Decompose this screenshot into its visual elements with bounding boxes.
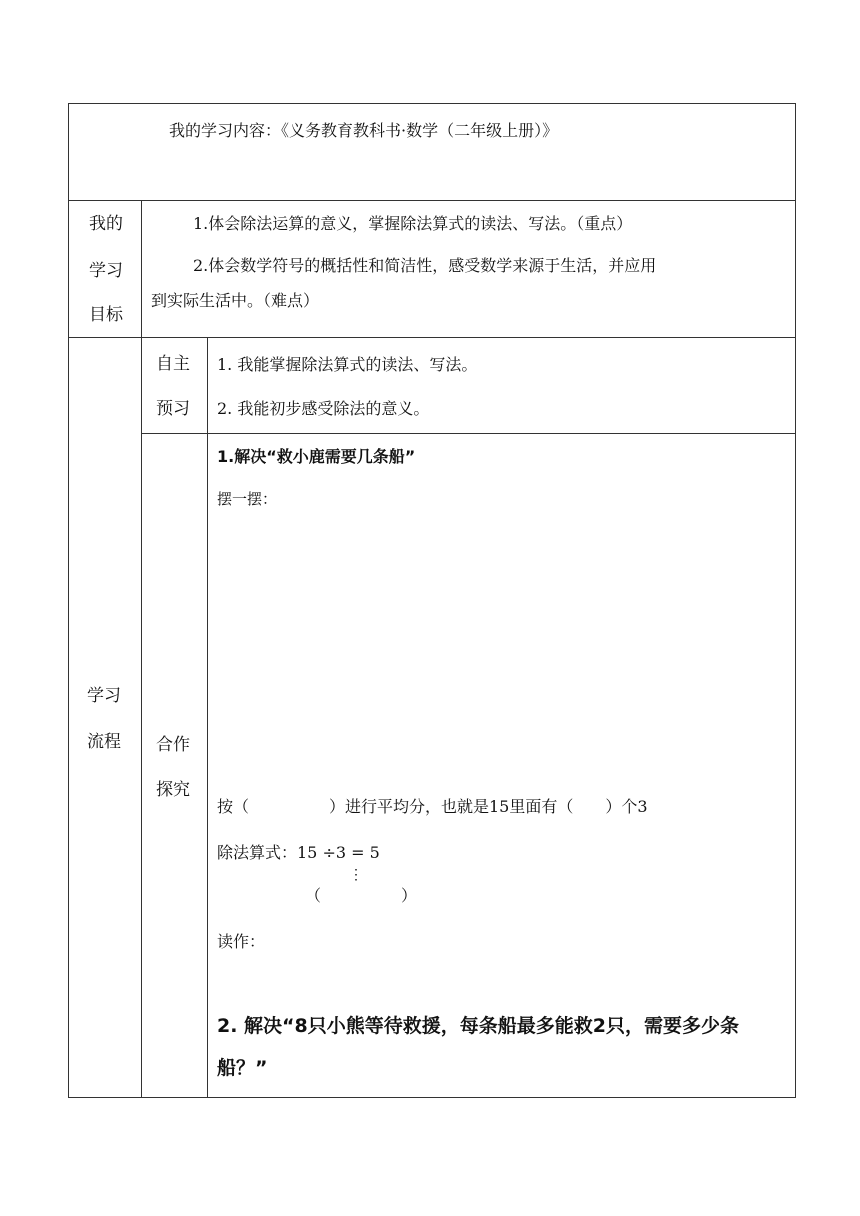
process-label-1: 学习 (87, 686, 121, 706)
col-divider-inner (207, 337, 208, 1097)
lesson-table (68, 103, 796, 1098)
goal-item-2-line1: 2.体会数学符号的概括性和简洁性，感受数学来源于生活，并应用 (193, 256, 657, 275)
row-divider-goals (69, 337, 795, 338)
content-title: 我的学习内容：《义务教育教科书·数学（二年级上册）》 (169, 121, 559, 140)
row-divider-preview (141, 433, 795, 434)
division-formula: 除法算式：15 ÷3 = 5 (217, 843, 380, 862)
row-divider-header (69, 200, 795, 201)
formula-name-blank: （ ） (305, 886, 418, 905)
explore-label-2: 探究 (156, 780, 190, 800)
goals-label-3: 目标 (89, 305, 123, 325)
process-label-2: 流程 (87, 732, 121, 752)
task-1-title: 1.解决“救小鹿需要几条船” (217, 447, 416, 466)
goal-item-2-line2: 到实际生活中。（难点） (151, 291, 320, 310)
preview-item-2: 2. 我能初步感受除法的意义。 (217, 399, 430, 418)
task-2-title-line1: 2. 解决“8只小熊等待救援，每条船最多能救2只，需要多少条 (217, 1015, 739, 1037)
preview-label-1: 自主 (156, 354, 190, 374)
goal-item-1: 1.体会除法运算的意义，掌握除法算式的读法、写法。（重点） (193, 214, 633, 233)
fill-in-sentence: 按（ ）进行平均分，也就是15里面有（ ）个3 (217, 797, 648, 816)
read-as-label: 读作： (217, 932, 266, 951)
formula-pointer-dots: ⋮ (349, 867, 363, 883)
explore-label-1: 合作 (156, 735, 190, 755)
goals-label-1: 我的 (89, 214, 123, 234)
preview-label-2: 预习 (156, 399, 190, 419)
preview-item-1: 1. 我能掌握除法算式的读法、写法。 (217, 355, 478, 374)
task-1-prompt: 摆一摆： (217, 490, 278, 508)
task-2-title-line2: 船？” (217, 1057, 268, 1079)
col-divider-left (141, 200, 142, 1097)
goals-label-2: 学习 (89, 261, 123, 281)
